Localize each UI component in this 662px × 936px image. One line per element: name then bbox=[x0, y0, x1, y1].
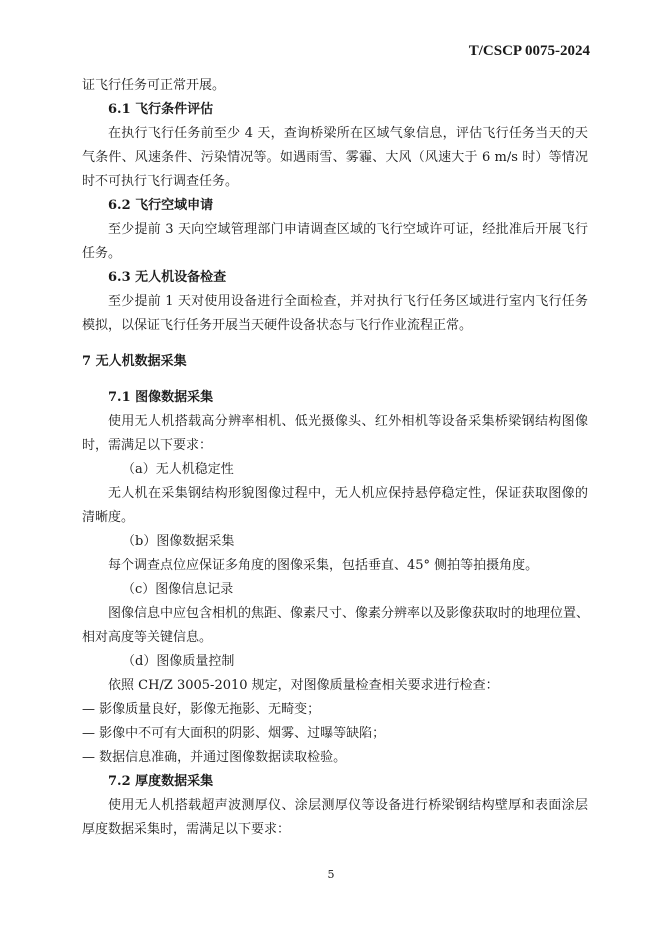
body-text-line: 相对高度等关键信息。 bbox=[82, 630, 213, 645]
body-text-line: 每个调查点位应保证多角度的图像采集，包括垂直、45° 侧拍等拍摄角度。 bbox=[108, 558, 539, 573]
body-text-line: 厚度数据采集时，需满足以下要求： bbox=[82, 822, 291, 837]
list-item-label: （a）无人机稳定性 bbox=[122, 462, 234, 477]
body-text-line: 至少提前 1 天对使用设备进行全面检查，并对执行飞行任务区域进行室内飞行任务 bbox=[108, 294, 588, 309]
body-text-line: 至少提前 3 天向空域管理部门申请调查区域的飞行空域许可证，经批准后开展飞行 bbox=[108, 222, 588, 237]
body-text-line: 使用无人机搭载超声波测厚仪、涂层测厚仪等设备进行桥梁钢结构壁厚和表面涂层 bbox=[108, 798, 588, 813]
body-text-line: 无人机在采集钢结构形貌图像过程中，无人机应保持悬停稳定性，保证获取图像的 bbox=[108, 486, 588, 501]
body-text-line: 模拟，以保证飞行任务开展当天硬件设备状态与飞行作业流程正常。 bbox=[82, 318, 473, 333]
body-text-line: 使用无人机搭载高分辨率相机、低光摄像头、红外相机等设备采集桥梁钢结构图像 bbox=[108, 414, 588, 429]
list-item-label: （d）图像质量控制 bbox=[122, 654, 235, 669]
body-text-line: 气条件、风速条件、污染情况等。如遇雨雪、雾霾、大风（风速大于 6 m/s 时）等情况 bbox=[82, 150, 588, 165]
list-item-label: （c）图像信息记录 bbox=[122, 582, 234, 597]
body-text-line: 图像信息中应包含相机的焦距、像素尺寸、像素分辨率以及影像获取时的地理位置、 bbox=[108, 606, 590, 621]
body-text-line: 在执行飞行任务前至少 4 天，查询桥梁所在区域气象信息，评估飞行任务当天的天 bbox=[108, 126, 588, 141]
page-number: 5 bbox=[327, 868, 335, 881]
dash-list-item: — 影像质量良好，影像无拖影、无畸变； bbox=[82, 702, 321, 717]
section-heading-6-3: 6.3 无人机设备检查 bbox=[108, 270, 227, 285]
body-text-line: 时，需满足以下要求： bbox=[82, 438, 213, 453]
dash-list-item: — 数据信息准确，并通过图像数据读取检验。 bbox=[82, 750, 347, 765]
section-heading-6-1: 6.1 飞行条件评估 bbox=[108, 102, 214, 117]
body-text-line: 时不可执行飞行调查任务。 bbox=[82, 174, 239, 189]
body-text-line: 清晰度。 bbox=[82, 510, 135, 525]
chapter-heading-7: 7 无人机数据采集 bbox=[82, 354, 187, 369]
list-item-label: （b）图像数据采集 bbox=[122, 534, 235, 549]
section-heading-7-1: 7.1 图像数据采集 bbox=[108, 390, 214, 405]
body-text-line: 证飞行任务可正常开展。 bbox=[82, 78, 226, 93]
standard-number: T/CSCP 0075-2024 bbox=[468, 43, 590, 59]
body-text-line: 依照 CH/Z 3005-2010 规定，对图像质量检查相关要求进行检查： bbox=[108, 678, 499, 693]
dash-list-item: — 影像中不可有大面积的阴影、烟雾、过曝等缺陷； bbox=[82, 726, 386, 741]
section-heading-6-2: 6.2 飞行空域申请 bbox=[108, 198, 214, 213]
body-text-line: 任务。 bbox=[82, 246, 122, 261]
section-heading-7-2: 7.2 厚度数据采集 bbox=[108, 774, 214, 789]
